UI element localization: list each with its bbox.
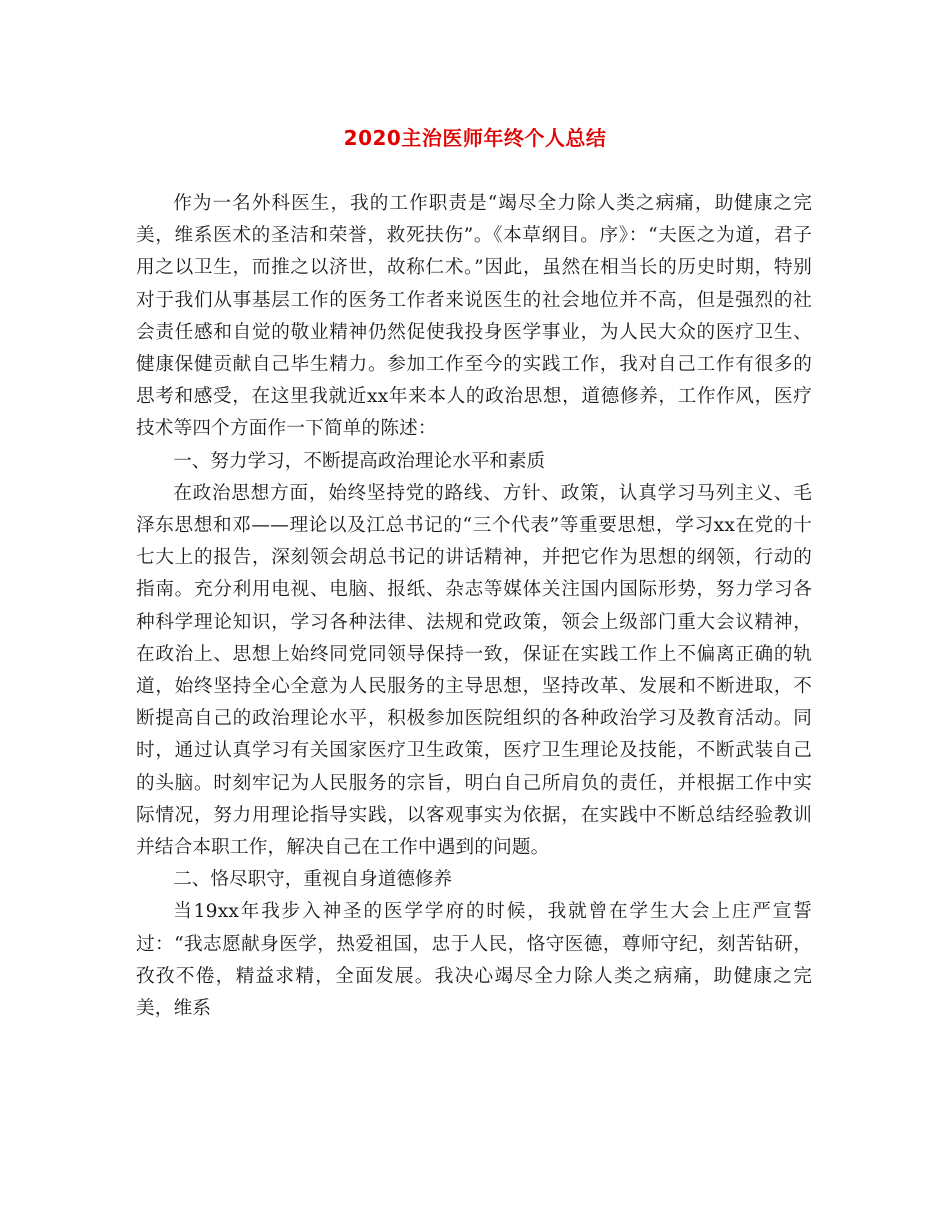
section-heading-1: 一、努力学习，不断提高政治理论水平和素质: [173, 450, 546, 472]
section-heading-2: 二、恪尽职守，重视自身道德修养: [173, 869, 453, 891]
document-body: [136, 188, 812, 1025]
paragraph-oath: 当19xx年我步入神圣的医学学府的时候，我就曾在学生大会上庄严宣誓过：“我志愿献身医学，热爱祖国，忠于人民，恪守医德，尊师守纪，刻苦钻研，孜孜不倦，精益求精，全面发展。我决心竭尽全力除人类之病痛，助健康之完美，维系: [136, 901, 812, 1020]
paragraph-political: 在政治思想方面，始终坚持党的路线、方针、政策，认真学习马列主义、毛泽东思想和邓——理论以及江总书记的“三个代表”等重要思想，学习xx在党的十七大上的报告，深刻领会胡总书记的讲话精神，并把它作为思想的纲领，行动的指南。充分利用电视、电脑、报纸、杂志等媒体关注国内国际形势，努力学习各种科学理论知识，学习各种法律、法规和党政策，领会上级部门重大会议精神，在政治上、思想上始终同党同领导保持一致，保证在实践工作上不偏离正确的轨道，始终坚持全心全意为人民服务的主导思想，坚持改革、发展和不断进取，不断提高自己的政治理论水平，积极参加医院组织的各种政治学习及教育活动。同时，通过认真学习有关国家医疗卫生政策，医疗卫生理论及技能，不断武装自己的头脑。时刻牢记为人民服务的宗旨，明白自己所肩负的责任，并根据工作中实际情况，努力用理论指导实践，以客观事实为依据，在实践中不断总结经验教训并结合本职工作，解决自己在工作中遇到的问题。: [136, 482, 812, 859]
paragraph-intro: 作为一名外科医生，我的工作职责是“竭尽全力除人类之病痛，助健康之完美，维系医术的圣洁和荣誉，救死扶伤”。《本草纲目。序》：“夫医之为道，君子用之以卫生，而推之以济世，故称仁术。”因此，虽然在相当长的历史时期，特别对于我们从事基层工作的医务工作者来说医生的社会地位并不高，但是强烈的社会责任感和自觉的敬业精神仍然促使我投身医学事业，为人民大众的医疗卫生、健康保健贡献自己毕生精力。参加工作至今的实践工作，我对自己工作有很多的思考和感受，在这里我就近xx年来本人的政治思想，道德修养，工作作风，医疗技术等四个方面作一下简单的陈述：: [136, 193, 812, 440]
document-title: 2020主治医师年终个人总结: [343, 126, 607, 150]
